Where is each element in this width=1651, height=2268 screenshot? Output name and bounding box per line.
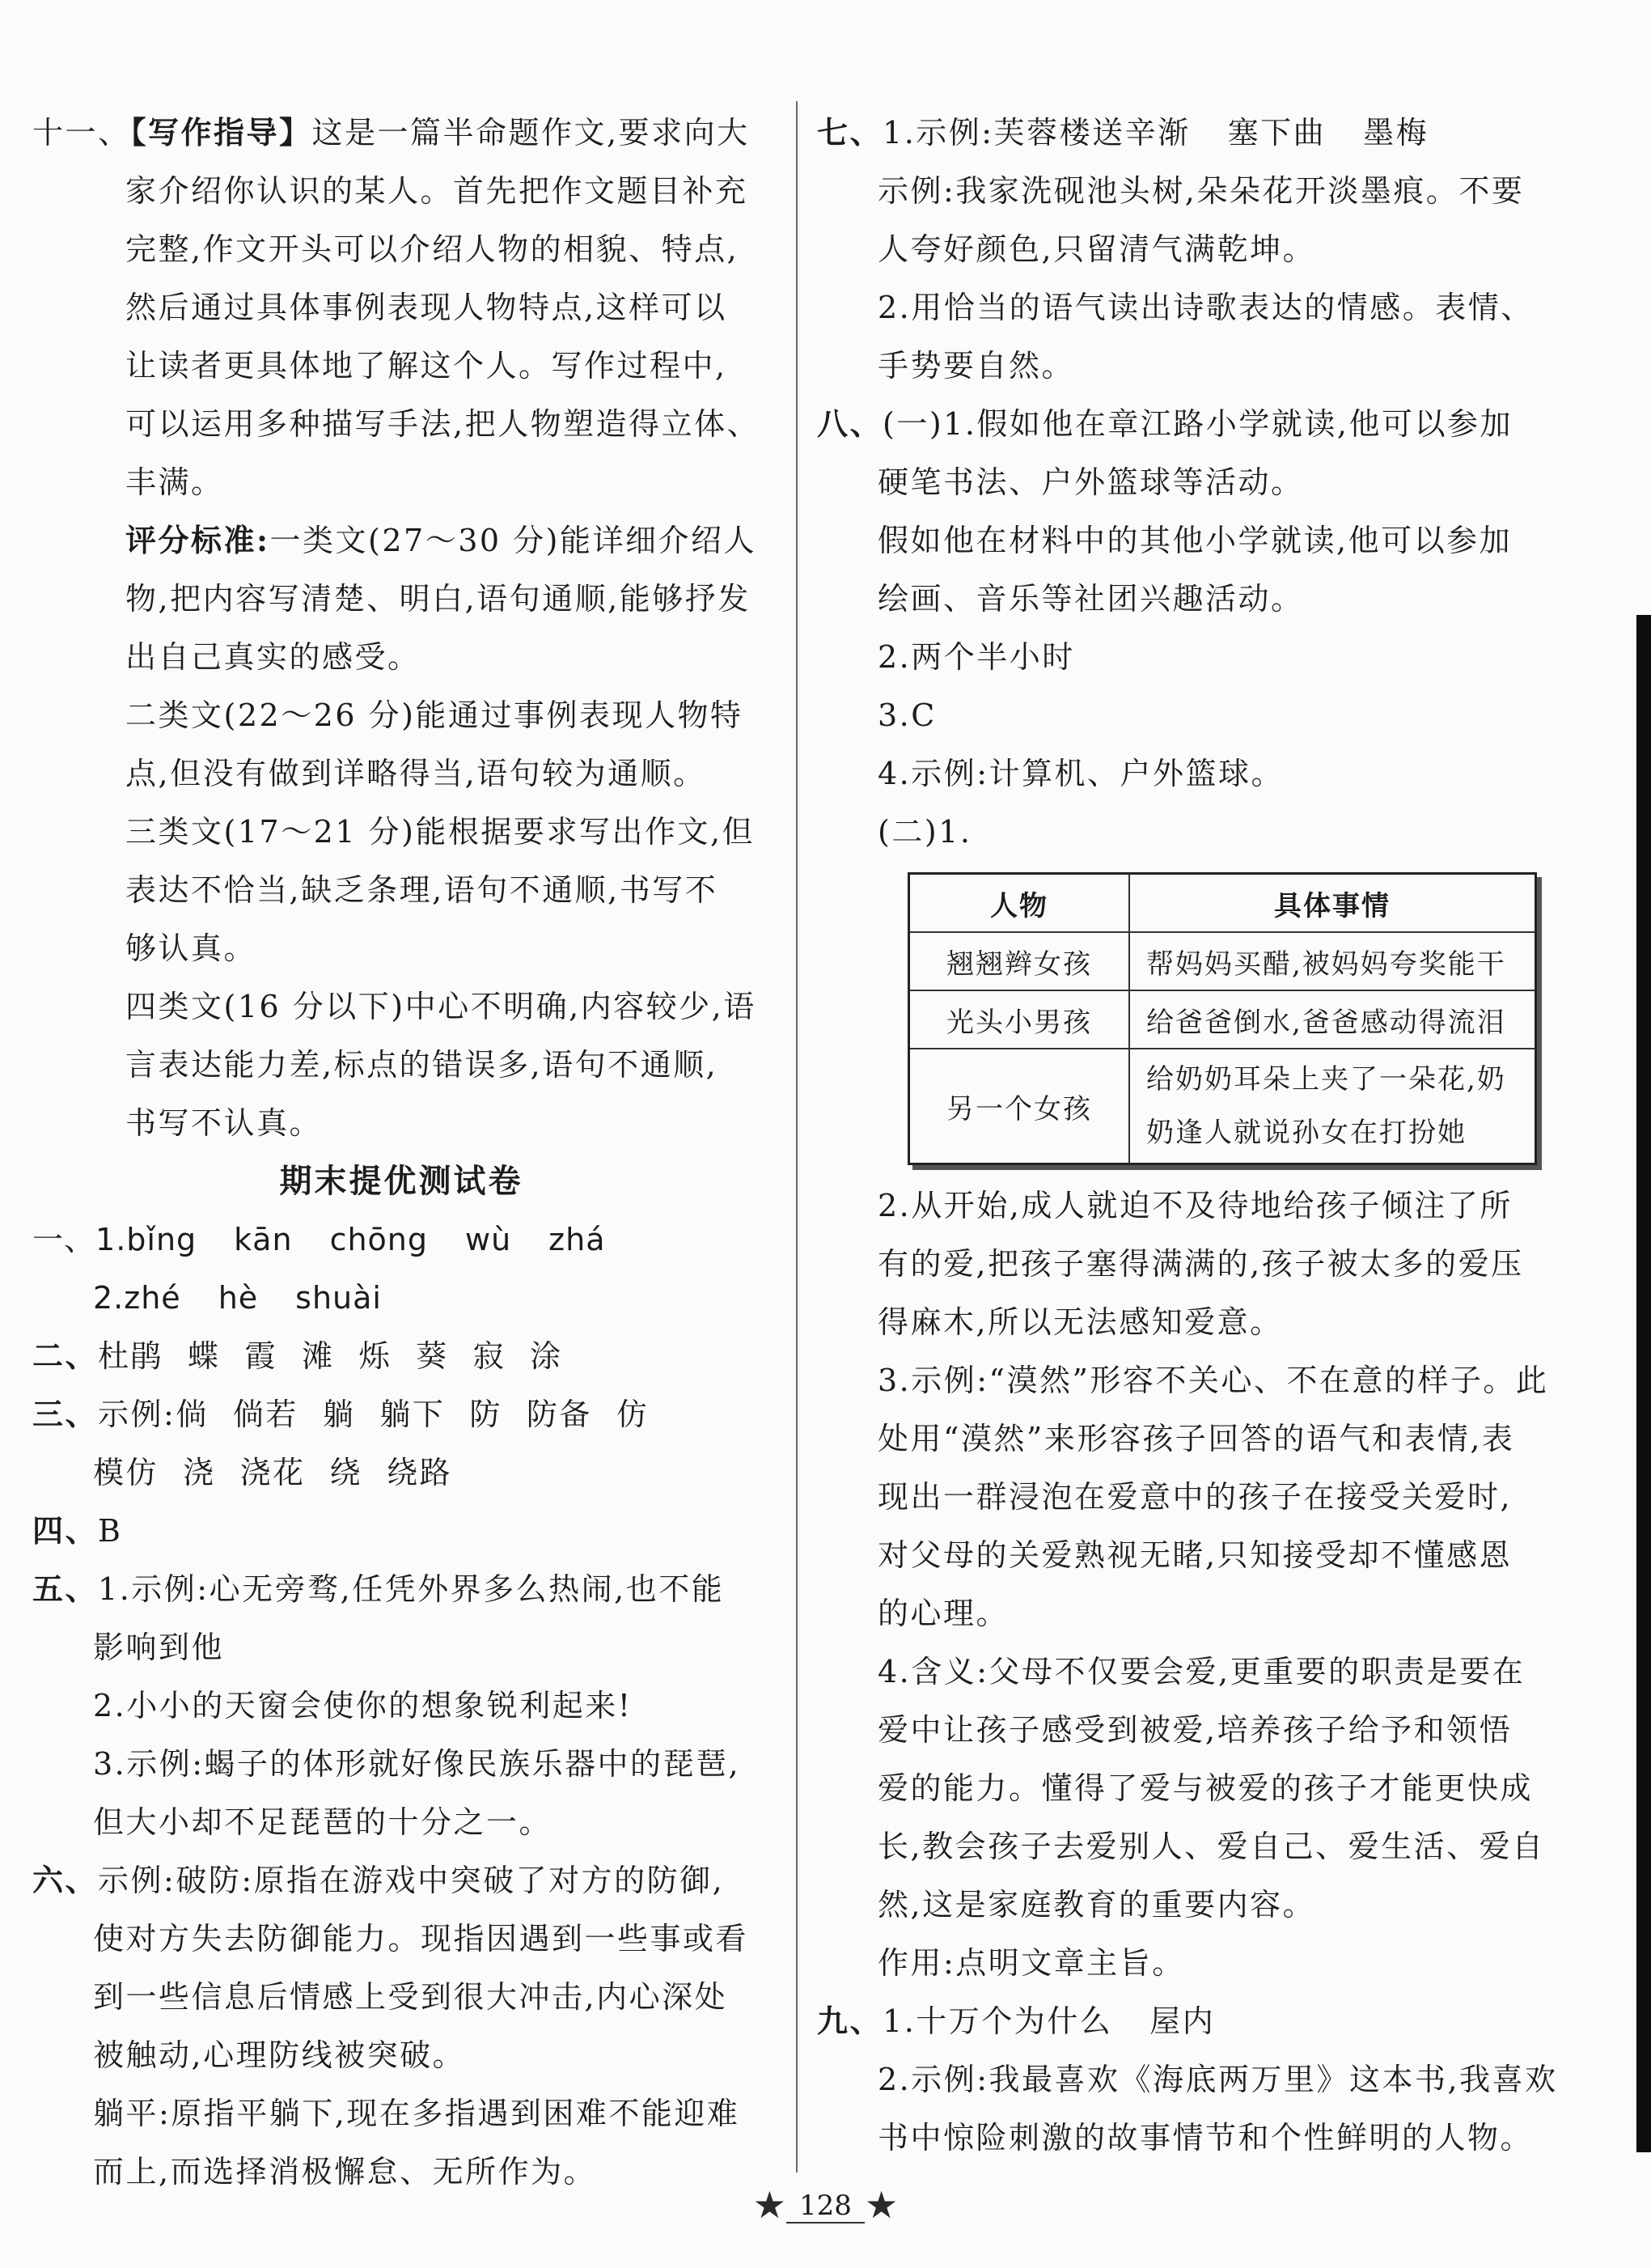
table-cell-person: 光头小男孩 [909,990,1130,1049]
q4-num: 四、 [32,1512,99,1549]
q8-line: 4.示例:计算机、户外篮球。 [878,756,1285,791]
q8-line: 爱中让孩子感受到被爱,培养孩子给予和领悟 [878,1712,1513,1748]
pinyin-item: zhá [548,1222,606,1257]
q6-num: 六、 [32,1862,99,1898]
q8-line: 绘画、音乐等社团兴趣活动。 [878,581,1304,617]
q8-line: 处用“漠然”来形容孩子回答的语气和表情,表 [878,1421,1515,1456]
q3-word: 倘若 [232,1397,298,1432]
q5-line: 3.示例:蝎子的体形就好像民族乐器中的琵琶, [93,1746,741,1782]
q2-word: 蝶 [188,1338,221,1374]
q8-line: 现出一群浸泡在爱意中的孩子在接受关爱时, [878,1479,1513,1515]
left-column [32,104,770,2201]
q9-line-0: 九、1.十万个为什么 屋内 [817,2003,1216,2039]
q2-word: 葵 [416,1338,449,1374]
q5-num: 五、 [32,1571,99,1607]
table-cell-events [1129,1049,1536,1164]
score-line: 点,但没有做到详略得当,语句较为通顺。 [125,756,706,791]
q9-num: 九、 [817,2003,883,2039]
table-cell-events: 给爸爸倒水,爸爸感动得流泪 [1129,990,1536,1049]
q6-line: 躺平:原指平躺下,现在多指遇到困难不能迎难 [93,2096,740,2131]
column-divider [796,101,798,2173]
q7-line: 人夸好颜色,只留清气满乾坤。 [878,231,1316,267]
s11-num: 十一、 [32,115,131,150]
q2-line [32,1327,770,1385]
q7-line-0: 七、1.示例:芙蓉楼送辛渐 塞下曲 墨梅 [817,114,1429,150]
q6-line: 而上,而选择消极懈怠、无所作为。 [93,2154,597,2190]
score-line: 够认真。 [125,931,257,966]
writing-guide-tag: 【写作指导】 [130,114,312,150]
q8-line: 对父母的关爱熟视无睹,只知接受却不懂感恩 [878,1537,1513,1573]
q7-line: 示例:我家洗砚池头树,朵朵花开淡墨痕。不要 [878,173,1525,209]
q3-word: 示例:倘 [98,1397,209,1432]
score-line: 表达不恰当,缺乏条理,语句不通顺,书写不 [125,872,718,908]
event-line: 奶逢人就说孙女在打扮她 [1146,1117,1467,1149]
q8-line: 3.C [878,697,937,733]
characters-table [908,872,1537,1165]
s11-line: 丰满。 [125,464,224,500]
pinyin-item: zhé [124,1280,181,1316]
q3-word: 躺下 [379,1397,446,1432]
q3-line-2 [32,1443,770,1502]
q6-line: 使对方失去防御能力。现指因遇到一些事或看 [93,1921,749,1956]
s11-line: 家介绍你认识的某人。首先把作文题目补充 [125,173,748,209]
q3-word: 浇 [183,1455,216,1490]
table-cell-events: 帮妈妈买醋,被妈妈夸奖能干 [1129,932,1536,990]
page-edge-shadow [1636,615,1651,2152]
q2-word: 滩 [302,1338,335,1374]
q6-line-0: 六、示例:破防:原指在游戏中突破了对方的防御, [32,1862,725,1898]
q8-line: 2.两个半小时 [878,639,1075,675]
q8-line: 长,教会孩子去爱别人、爱自己、爱生活、爱自 [878,1829,1545,1864]
q2-word: 寂 [472,1338,506,1374]
table-row [909,932,1536,990]
s11-line: 然后通过具体事例表现人物特点,这样可以 [125,290,727,325]
pinyin-item: kān [234,1222,293,1257]
score-line: 书写不认真。 [125,1105,323,1141]
score-line: 出自己真实的感受。 [125,639,421,675]
table-row [909,1049,1536,1164]
q3-word: 绕路 [387,1455,453,1490]
q8-line: 有的爱,把孩子塞得满满的,孩子被太多的爱压 [878,1246,1524,1282]
q9-line: 书中惊险刺激的故事情节和个性鲜明的人物。 [878,2120,1534,2156]
pinyin-item: wù [465,1222,512,1257]
q9-line: 2.示例:我最喜欢《海底两万里》这本书,我喜欢 [878,2062,1558,2097]
q8-line: 的心理。 [878,1596,1010,1631]
q6-line: 到一些信息后情感上受到很大冲击,内心深处 [93,1979,728,2015]
q8-line: 3.示例:“漠然”形容不关心、不在意的样子。此 [878,1363,1549,1398]
q1-prefix-2: 2. [93,1280,125,1316]
q3-word: 仿 [616,1397,650,1432]
q7-num: 七、 [817,114,883,150]
q4-line [32,1502,770,1560]
page-number: 128 [786,2190,865,2223]
star-icon: ★ [864,2183,899,2227]
score-line: 物,把内容写清楚、明白,语句通顺,能够抒发 [125,581,751,617]
q7-line: 手势要自然。 [878,348,1075,384]
q2-num: 二、 [32,1337,99,1374]
q8-line: 得麻木,所以无法感知爱意。 [878,1304,1283,1340]
score-line: 四类文(16 分以下)中心不明确,内容较少,语 [125,989,756,1024]
q7-line: 2.用恰当的语气读出诗歌表达的情感。表情、 [878,290,1534,325]
exam-title: 期末提优测试卷 [279,1163,523,1200]
table-header: 具体事情 [1129,874,1536,933]
event-line: 给奶奶耳朵上夹了一朵花,奶 [1146,1063,1506,1096]
q4-answer: B [98,1513,123,1549]
q2-word: 涂 [530,1338,563,1374]
star-icon: ★ [752,2183,787,2227]
q5-line: 2.小小的天窗会使你的想象锐利起来! [93,1688,633,1723]
q8-line: 作用:点明文章主旨。 [878,1945,1185,1981]
q5-line: 但大小却不足琵琶的十分之一。 [93,1804,552,1840]
q1-prefix-1: 1. [95,1222,127,1257]
q1-line-2 [32,1269,770,1327]
s11-line: 完整,作文开头可以介绍人物的相貌、特点, [125,231,739,267]
q2-word: 烁 [358,1338,392,1374]
q1-line-1 [32,1210,770,1269]
score-line: 三类文(17～21 分)能根据要求写出作文,但 [125,814,756,850]
q3-word: 防备 [526,1397,592,1432]
score-standard-label: 评分标准: [125,522,270,558]
q1-num: 一、 [32,1222,96,1257]
pinyin-item: hè [218,1280,259,1316]
q8-line: 4.含义:父母不仅要会爱,更重要的职责是要在 [878,1654,1526,1689]
pinyin-item: bǐng [126,1222,197,1257]
score-standard-line: 评分标准:一类文(27～30 分)能详细介绍人 [125,522,756,558]
q8-line: 然,这是家庭教育的重要内容。 [878,1887,1316,1923]
q3-word: 浇花 [239,1455,306,1490]
q2-word: 杜鹃 [98,1338,164,1374]
q3-word: 躺 [322,1397,356,1432]
q2-word: 霞 [244,1338,278,1374]
q8-line-0: 八、(一)1.假如他在章江路小学就读,他可以参加 [817,405,1513,442]
q8-line: 硬笔书法、户外篮球等活动。 [878,464,1304,500]
score-line: 二类文(22～26 分)能通过事例表现人物特 [125,697,743,733]
table-row [909,990,1536,1049]
page-number-footer [0,2183,1651,2227]
q8-line: 爱的能力。懂得了爱与被爱的孩子才能更快成 [878,1770,1534,1806]
q3-num: 三、 [32,1396,99,1432]
q8-line: 假如他在材料中的其他小学就读,他可以参加 [878,523,1513,558]
q3-word: 绕 [329,1455,363,1490]
score-line: 言表达能力差,标点的错误多,语句不通顺, [125,1047,718,1083]
q8-line: (二)1. [878,814,972,850]
pinyin-item: chōng [329,1222,428,1257]
q3-word: 防 [469,1397,502,1432]
q3-line-1 [32,1385,770,1443]
table-cell-person: 另一个女孩 [909,1049,1130,1164]
pinyin-item: shuài [295,1280,382,1316]
s11-line-0: 十一、【写作指导】这是一篇半命题作文,要求向大 [32,114,750,150]
s11-line: 让读者更具体地了解这个人。写作过程中, [125,348,727,384]
right-column [817,104,1569,2167]
q8-num: 八、 [817,405,883,442]
table-header-row [909,874,1536,933]
s11-line: 可以运用多种描写手法,把人物塑造得立体、 [125,406,760,442]
q5-line-0: 五、1.示例:心无旁骛,任凭外界多么热闹,也不能 [32,1571,725,1607]
q8-line: 2.从开始,成人就迫不及待地给孩子倾注了所 [878,1188,1513,1223]
table-cell-person: 翘翘辫女孩 [909,932,1130,990]
q3-word: 模仿 [93,1455,159,1490]
q6-line: 被触动,心理防线被突破。 [93,2037,466,2073]
q5-line: 影响到他 [93,1630,225,1665]
table-header: 人物 [909,874,1130,933]
